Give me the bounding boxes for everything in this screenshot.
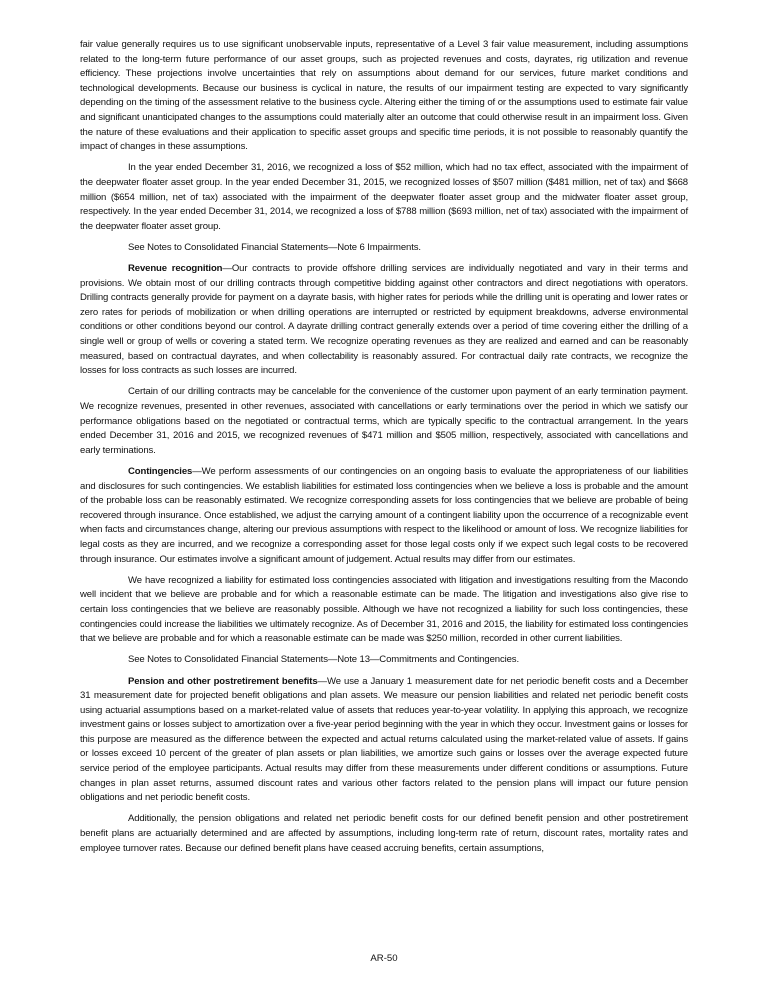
paragraph-revenue-recognition	[80, 262, 688, 379]
paragraph-see-note-6: See Notes to Consolidated Financial Statements—Note 6 Impairments.	[128, 241, 421, 253]
paragraph-see-note-13: See Notes to Consolidated Financial Statements—Note 13—Commitments and Contingencies.	[128, 654, 519, 666]
heading-contingencies: Contingencies	[128, 466, 193, 477]
paragraph-contingencies	[80, 465, 688, 567]
paragraph-impairment-losses: In the year ended December 31, 2016, we recognized a loss of $52 million, which had no tax effect, associated with the impairment of the deepwater floater asset group. In the year ended December 31, 2015, we recognized losses of $507 million ($481 million, net of tax) and $668 million ($654 million, net of tax) associated with the impairment of the deepwater floater asset group and the midwater floater asset group, respectively. In the year ended December 31, 2014, we recognized a loss of $788 million ($693 million, net of tax) associated with the impairment of the deepwater floater asset group.	[80, 162, 688, 232]
heading-pension: Pension and other postretirement benefits	[128, 675, 318, 687]
paragraph-text: —We perform assessments of our contingencies on an ongoing basis to evaluate the appropriateness of our liabilities and disclosures for such contingencies. We establish liabilities for estimated loss contingencies when we believe a loss is probable and the amount of the probable loss can be reasonably estimated. We recognize corresponding assets for loss contingencies that we believe are probable of being recovered through insurance. Once established, we adjust the carrying amount of a contingent liability upon the occurrence of a recognizable event when facts and circumstances change, altering our previous assumptions with respect to the likelihood or amount of loss. We recognize liabilities for legal costs as they are incurred, and we recognize a corresponding asset for those legal costs only if we expect such legal costs to be recovered through insurance. Our estimates involve a significant amount of judgement. Actual results may differ from our estimates.	[80, 466, 688, 565]
paragraph-text: —Our contracts to provide offshore drilling services are individually negotiated and vary in their terms and provisions. We obtain most of our drilling contracts through competitive bidding against other contractors and direct negotiations with operators. Drilling contracts generally provide for payment on a dayrate basis, with higher rates for periods while the drilling unit is operating and lower rates or zero rates for periods of mobilization or when drilling operations are interrupted or restricted by equipment breakdowns, adverse environmental conditions or other conditions beyond our control. A dayrate drilling contract generally extends over a period of time covering either the drilling of a single well or group of wells or covering a stated term. We recognize operating revenues as they are realized and earned and can be reasonably measured, based on contractual dayrates, and when collectability is reasonably assured. For contractual daily rate contracts, we recognize the losses for loss contracts as such losses are incurred.	[80, 263, 688, 377]
paragraph-pension	[80, 675, 688, 806]
paragraph-macondo: We have recognized a liability for estimated loss contingencies associated with litigation and investigations resulting from the Macondo well incident that we believe are probable and for which a reasonable estimate can be made. The litigation and investigations also give rise to certain loss contingencies that we believe are reasonably possible. Although we have not recognized a liability for such loss contingencies, these contingencies could increase the liabilities we ultimately recognize. As of December 31, 2016 and 2015, the liability for estimated loss contingencies that we believe are probable and for which a reasonable estimate can be made was $250 million, recorded in other current liabilities.	[80, 574, 688, 645]
paragraph-text: —We use a January 1 measurement date for net periodic benefit costs and a December 31 measurement date for projected benefit obligations and plan assets. We measure our pension liabilities and related net periodic benefit costs using actuarial assumptions based on a market-related value of assets that reduces year-to-year volatility. In applying this approach, we recognize investment gains or losses subject to amortization over a five-year period beginning with the year in which they occur. Investment gains or losses for this purpose are measured as the difference between the expected and actual returns calculated using the market-related value of assets. If gains or losses exceed 10 percent of the greater of plan assets or plan liabilities, we amortize such gains or losses over the average expected future service period of the employee participants. Actual results may differ from these measurements under different conditions or assumptions. Future changes in plan asset returns, assumed discount rates and various other factors related to the pension plans will impact our future pension obligations and net periodic benefit costs.	[80, 675, 689, 804]
paragraph-pension-additionally: Additionally, the pension obligations and related net periodic benefit costs for our defined benefit pension and other postretirement benefit plans are actuarially determined and are affected by assumptions, including long-term rate of return, discount rates, mortality rates and employee turnover rates. Because our defined benefit plans have ceased accruing benefits, certain assumptions,	[80, 813, 688, 854]
page-number: AR-50	[370, 953, 398, 964]
paragraph-cancellations: Certain of our drilling contracts may be cancelable for the convenience of the customer upon payment of an early termination payment. We recognize revenues, presented in other revenues, associated with cancellations or early terminations over the period in which we satisfy our performance obligations based on the negotiated or contractual terms, which are typically specific to the contractual arrangement. In the years ended December 31, 2016 and 2015, we recognized revenues of $471 million and $505 million, respectively, associated with cancellations and early terminations.	[80, 386, 688, 456]
paragraph-impairment-continued: fair value generally requires us to use significant unobservable inputs, representative of a Level 3 fair value measurement, including assumptions related to the long-term future performance of our asset groups, such as projected revenues and costs, dayrates, rig utilization and revenue efficiency. These projections involve uncertainties that rely on assumptions about demand for our services, future market conditions and technological developments. Because our business is cyclical in nature, the results of our impairment testing are expected to vary significantly depending on the timing of the assessment relative to the business cycle. Altering either the timing of or the assumptions used to estimate fair value and significant unanticipated changes to the assumptions could materially alter an outcome that could otherwise result in an impairment loss. Given the nature of these evaluations and their application to specific asset groups and specific time periods, it is not possible to reasonably quantify the impact of changes in these assumptions.	[80, 39, 688, 153]
heading-revenue-recognition: Revenue recognition	[128, 263, 223, 275]
document-body	[80, 38, 688, 863]
